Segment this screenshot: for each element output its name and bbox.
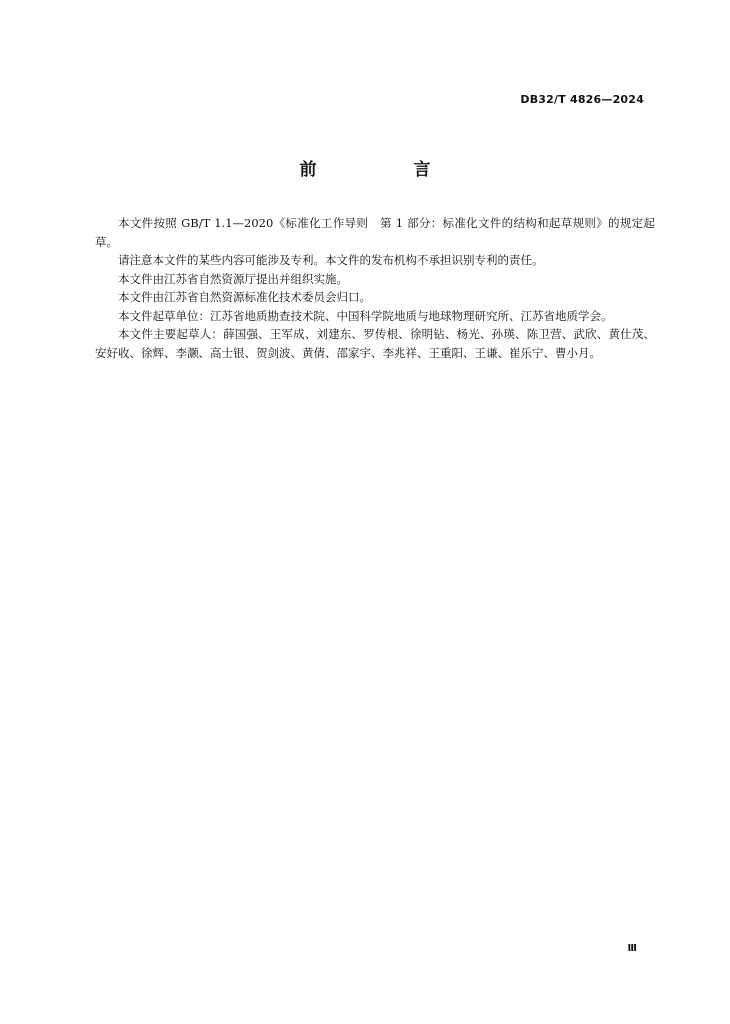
paragraph-technical-committee: 本文件由江苏省自然资源标准化技术委员会归口。 [118,290,371,304]
foreword-body [95,214,655,362]
standard-code: DB32/T 4826—2024 [520,93,644,106]
paragraph-drafters: 本文件主要起草人：薛国强、王军成、刘建东、罗传根、徐明钻、杨光、孙瑛、陈卫营、武欣、黄仕茂、安好收、徐辉、李灏、高士银、贺剑波、黄倩、邵家宇、李兆祥、王重阳、王谦、崔乐宁、曹小月。 [95,327,655,360]
paragraph-drafting-rules: 本文件按照 GB/T 1.1—2020《标准化工作导则 第 1 部分：标准化文件的结构和起草规则》的规定起草。 [95,216,655,249]
page-number: Ⅲ [627,943,637,954]
paragraph-patent-notice: 请注意本文件的某些内容可能涉及专利。本文件的发布机构不承担识别专利的责任。 [118,253,544,267]
page-title: 前 言 [299,160,471,180]
paragraph-proposer: 本文件由江苏省自然资源厅提出并组织实施。 [118,271,348,286]
paragraph-drafting-units: 本文件起草单位：江苏省地质勘查技术院、中国科学院地质与地球物理研究所、江苏省地质学会。 [118,308,613,323]
